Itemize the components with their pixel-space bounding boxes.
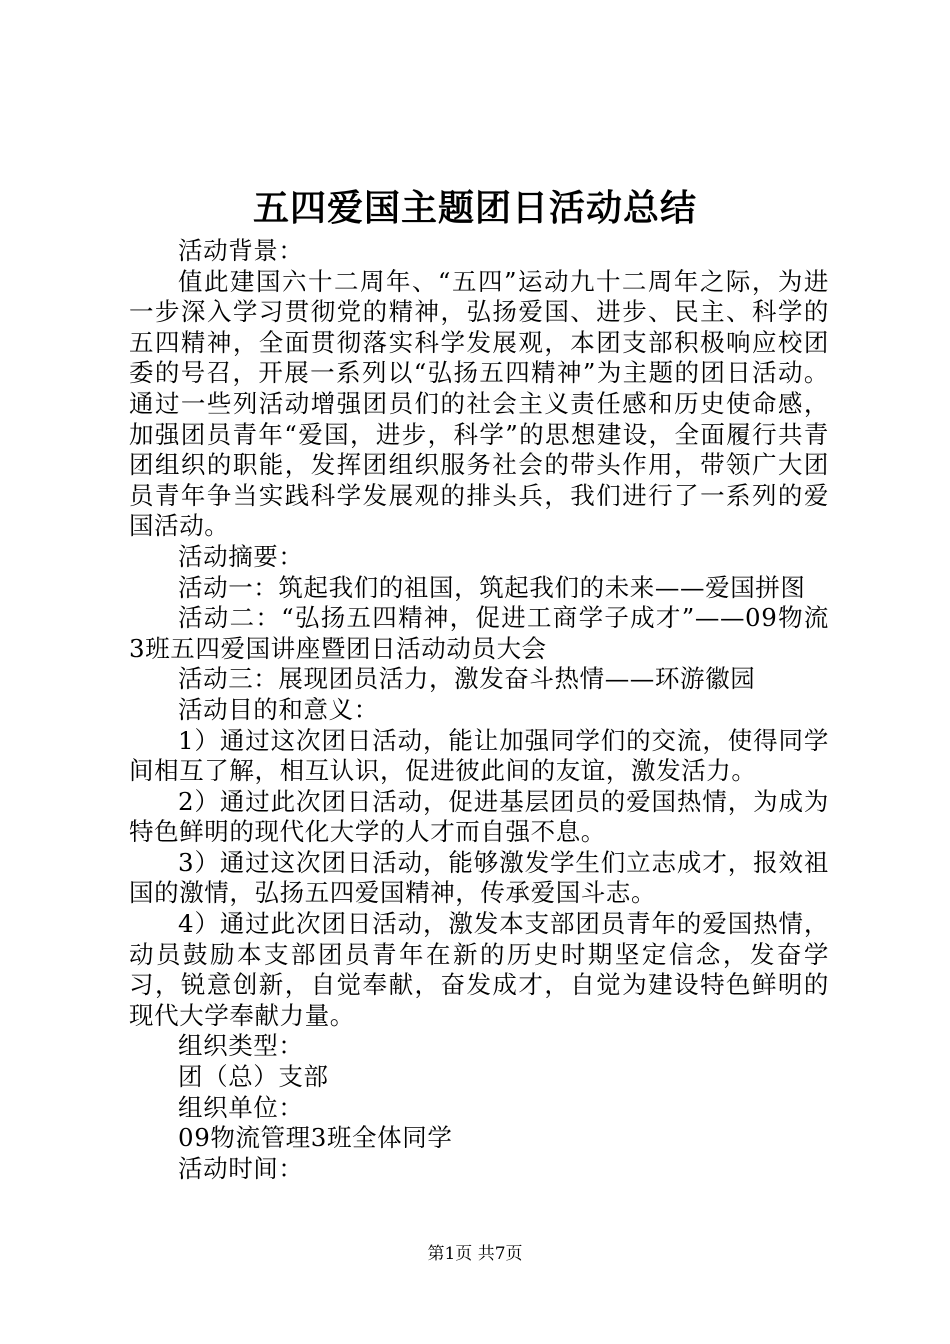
paragraph-purpose-2: 2）通过此次团日活动，促进基层团员的爱国热情，为成为特色鲜明的现代化大学的人才而自强不息。 — [129, 786, 829, 847]
paragraph-activity-background: 值此建国六十二周年、“五四”运动九十二周年之际，为进一步深入学习贯彻党的精神，弘扬爱国、进步、民主、科学的五四精神，全面贯彻落实科学发展观，本团支部积极响应校团委的号召，开展一系列以“弘扬五四精神”为主题的团日活动。通过一些列活动增强团员们的社会主义责任感和历史使命感，加强团员青年“爱国，进步，科学”的思想建设，全面履行共青团组织的职能，发挥团组织服务社会的带头作用，带领广大团员青年争当实践科学发展观的排头兵，我们进行了一系列的爱国活动。 — [129, 266, 829, 541]
paragraph-activity-three: 活动三：展现团员活力，激发奋斗热情——环游徽园 — [178, 664, 756, 694]
page-number-footer: 第1页 共7页 — [427, 1244, 523, 1264]
paragraph-activity-background-heading: 活动背景： — [178, 236, 304, 265]
document-title: 五四爱国主题团日活动总结 — [252, 187, 697, 229]
paragraph-organizer-heading: 组织单位： — [178, 1092, 304, 1122]
paragraph-activity-one: 活动一：筑起我们的祖国，筑起我们的未来——爱国拼图 — [178, 572, 806, 602]
paragraph-activity-two: 活动二：“弘扬五四精神，促进工商学子成才”——09物流3班五四爱国讲座暨团日活动动员大会 — [129, 603, 829, 663]
document-body — [129, 236, 829, 1184]
paragraph-purpose-3: 3）通过这次团日活动，能够激发学生们立志成才，报效祖国的激情，弘扬五四爱国精神，传承爱国斗志。 — [129, 847, 829, 908]
paragraph-organizer: 09物流管理3班全体同学 — [178, 1123, 453, 1153]
paragraph-purpose-1: 1）通过这次团日活动，能让加强同学们的交流，使得同学间相互了解，相互认识，促进彼此间的友谊，激发活力。 — [129, 725, 829, 786]
paragraph-activity-time-heading: 活动时间： — [178, 1153, 304, 1183]
paragraph-organization-type: 团（总）支部 — [178, 1062, 329, 1092]
paragraph-purpose-4: 4）通过此次团日活动，激发本支部团员青年的爱国热情，动员鼓励本支部团员青年在新的历史时期坚定信念，发奋学习，锐意创新，自觉奉献，奋发成才，自觉为建设特色鲜明的现代大学奉献力量。 — [129, 909, 829, 1030]
paragraph-organization-type-heading: 组织类型： — [178, 1031, 304, 1061]
paragraph-purpose-heading: 活动目的和意义： — [178, 694, 379, 724]
paragraph-activity-summary-heading: 活动摘要： — [178, 541, 304, 571]
